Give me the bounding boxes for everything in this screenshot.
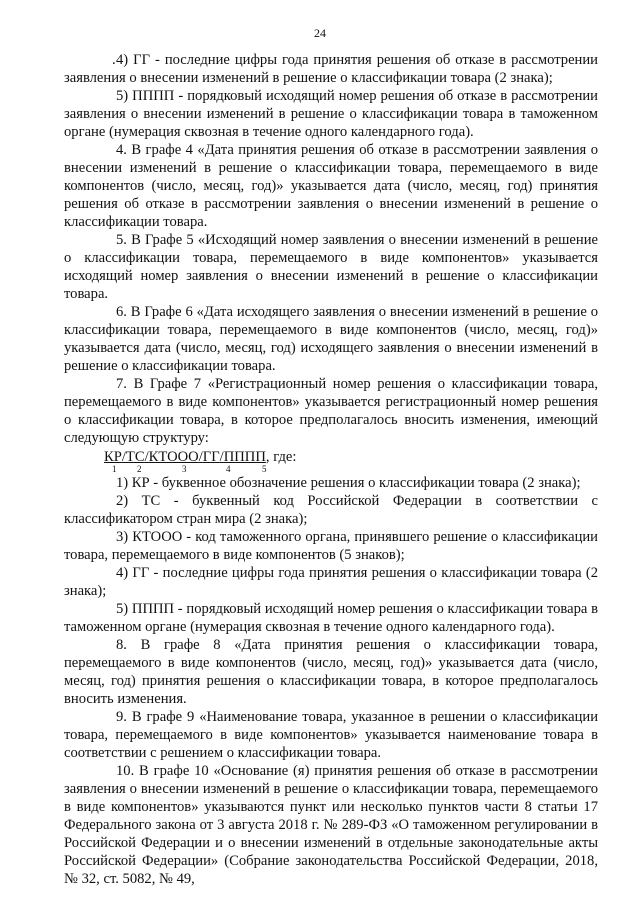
paragraph: 7. В Графе 7 «Регистрационный номер решения о классификации товара, перемещаемого в виде компонентов» указывается регистрационный номер решения о классификации товара, в которое предполагалось вносить изменения, имеющий следующую структуру: xyxy=(64,376,598,446)
paragraph: 5. В Графе 5 «Исходящий номер заявления о внесении изменений в решение о классификации товара, перемещаемого в виде компонентов» указывается исходящий номер заявления о внесении изменений в решение о классификации товара. xyxy=(64,232,598,302)
paragraph-text: 4) ГГ - последние цифры года принятия решения об отказе в рассмотрении заявления о внесении изменений в решение о классификации товара (2 знака); xyxy=(64,52,598,86)
structure-index: 4 xyxy=(226,464,231,474)
paragraph: 5) ПППП - порядковый исходящий номер решения об отказе в рассмотрении заявления о внесении изменений в решение о классификации товара в таможенном органе (нумерация сквозная в течение одного календарного года). xyxy=(64,88,598,140)
paragraph: 5) ПППП - порядковый исходящий номер решения о классификации товара в таможенном органе (нумерация сквозная в течение одного календарного года). xyxy=(64,601,598,635)
page-number: 24 xyxy=(314,26,326,40)
structure-index: 5 xyxy=(262,464,267,474)
paragraph: 4) ГГ - последние цифры года принятия решения о классификации товара (2 знака); xyxy=(64,565,598,599)
structure-index: 1 xyxy=(112,464,117,474)
structure-separator: / xyxy=(144,449,149,465)
structure-segment: ТС xyxy=(125,449,145,465)
structure-suffix: , где: xyxy=(265,449,297,465)
structure-index: 2 xyxy=(137,464,142,474)
paragraph: 4. В графе 4 «Дата принятия решения об отказе в рассмотрении заявления о внесении изменений в решение о классификации товара, перемещаемого в виде компонентов (число, месяц, год)» указывается дата (число, месяц, год) принятия решения об отказе в рассмотрении заявления о внесении изменений в решение о классификации товара. xyxy=(64,142,598,230)
margin-mark: . xyxy=(112,52,116,68)
structure-segment: КР xyxy=(104,449,122,465)
structure-separator: / xyxy=(198,449,203,465)
paragraph: 3) КТООО - код таможенного органа, принявшего решение о классификации товара, перемещаемого в виде компонентов (5 знаков); xyxy=(64,529,598,563)
paragraph: 6. В Графе 6 «Дата исходящего заявления о внесении изменений в решение о классификации товара, перемещаемого в виде компонентов (число, месяц, год)» указывается дата (число, месяц, год) исходящего заявления о внесении изменений в решение о классификации товара. xyxy=(64,304,598,374)
structure-separator: / xyxy=(219,449,224,465)
structure-segment: КТООО xyxy=(148,449,199,465)
paragraph: 2) ТС - буквенный код Российской Федерации в соответствии с классификатором стран мира (2 знака); xyxy=(64,493,598,527)
structure-segment: ГГ xyxy=(202,449,220,465)
paragraph: 10. В графе 10 «Основание (я) принятия решения об отказе в рассмотрении заявления о внесении изменений в решение о классификации товара, перемещаемого в виде компонентов» указываются пункт или несколько пунктов части 8 статьи 17 Федерального закона от 3 августа 2018 г. № 289-ФЗ «О таможенном регулировании в Российской Федерации и о внесении изменений в отдельные законодательные акты Российской Федерации» (Собрание законодательства Российской Федерации, 2018, № 32, ст. 5082, № 49, xyxy=(64,763,598,887)
paragraph: 9. В графе 9 «Наименование товара, указанное в решении о классификации товара, перемещаемого в виде компонентов» указывается наименование товара в соответствии с решением о классификации товара. xyxy=(64,709,598,761)
structure-separator: / xyxy=(121,449,126,465)
paragraph: 8. В графе 8 «Дата принятия решения о классификации товара, перемещаемого в виде компонентов (число, месяц, год)» указывается дата (число, месяц, год) принятия решения о классификации товара, в которое предполагалось вносить изменения. xyxy=(64,637,598,707)
structure-code xyxy=(104,449,296,466)
paragraph: 1) КР - буквенное обозначение решения о классификации товара (2 знака); xyxy=(116,475,581,491)
number-structure xyxy=(104,448,598,474)
document-body xyxy=(64,51,598,888)
paragraph xyxy=(64,51,598,87)
structure-index: 3 xyxy=(182,464,187,474)
structure-segment: ПППП xyxy=(223,449,266,465)
